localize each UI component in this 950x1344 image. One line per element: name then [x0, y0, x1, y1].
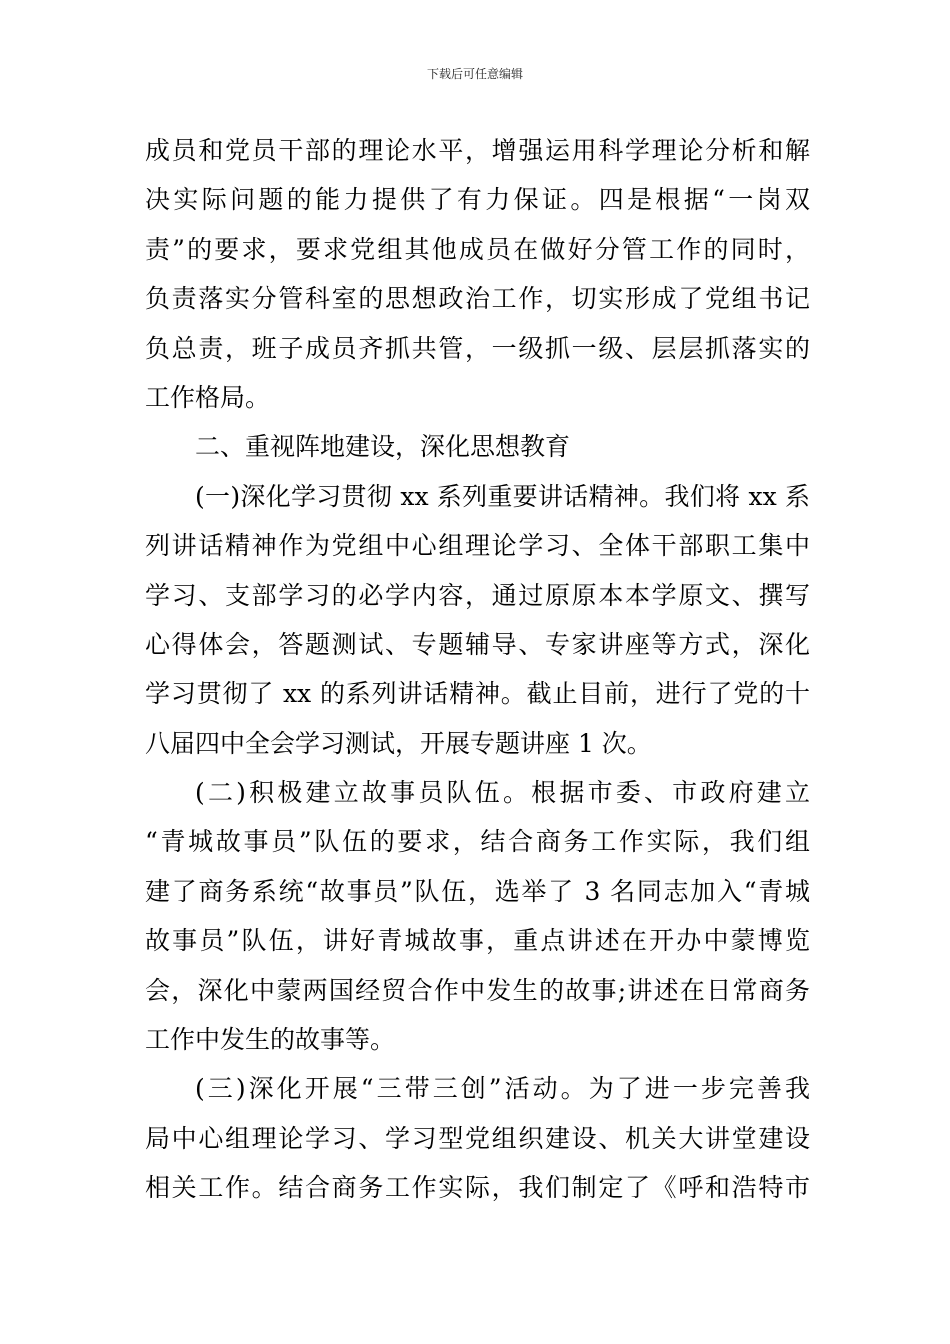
text-line: (三)深化开展“三带三创”活动。为了进一步完善我: [195, 1074, 810, 1104]
document-body: [145, 126, 810, 1213]
text-line: 负总责，班子成员齐抓共管，一级抓一级、层层抓落实的: [145, 333, 810, 363]
text-line: 成员和党员干部的理论水平，增强运用科学理论分析和解: [145, 136, 810, 165]
text-line: 八届四中全会学习测试，开展专题讲座 1 次。: [145, 728, 652, 758]
text-line: 学习、支部学习的必学内容，通过原原本本学原文、撰写: [145, 580, 810, 610]
text-line: 学习贯彻了 xx 的系列讲话精神。截止目前，进行了党的十: [145, 679, 810, 709]
text-line: (一)深化学习贯彻 xx 系列重要讲话精神。我们将 xx 系: [195, 481, 810, 511]
text-line: 工作格局。: [145, 382, 271, 412]
text-line: 心得体会，答题测试、专题辅导、专家讲座等方式，深化: [145, 629, 810, 659]
text-line: 相关工作。结合商务工作实际，我们制定了《呼和浩特市: [145, 1173, 810, 1203]
text-line: 建了商务系统“故事员”队伍，选举了 3 名同志加入“青城: [145, 876, 810, 906]
text-line: “青城故事员”队伍的要求，结合商务工作实际，我们组: [145, 827, 810, 857]
text-line: 故事员”队伍，讲好青城故事，重点讲述在开办中蒙博览: [145, 926, 810, 956]
text-line: 负责落实分管科室的思想政治工作，切实形成了党组书记: [145, 284, 810, 314]
text-line: 局中心组理论学习、学习型党组织建设、机关大讲堂建设: [145, 1123, 810, 1153]
text-line: 会，深化中蒙两国经贸合作中发生的故事;讲述在日常商务: [145, 975, 810, 1005]
page-header: 下载后可任意编辑: [426, 67, 523, 81]
text-line: 列讲话精神作为党组中心组理论学习、全体干部职工集中: [145, 531, 810, 561]
text-line: (二)积极建立故事员队伍。根据市委、市政府建立: [195, 778, 810, 808]
text-line: 决实际问题的能力提供了有力保证。四是根据“一岗双: [145, 185, 810, 215]
text-line: 工作中发生的故事等。: [145, 1025, 396, 1055]
section-heading: 二、重视阵地建设，深化思想教育: [195, 432, 571, 462]
text-line: 责”的要求，要求党组其他成员在做好分管工作的同时，: [145, 234, 810, 264]
